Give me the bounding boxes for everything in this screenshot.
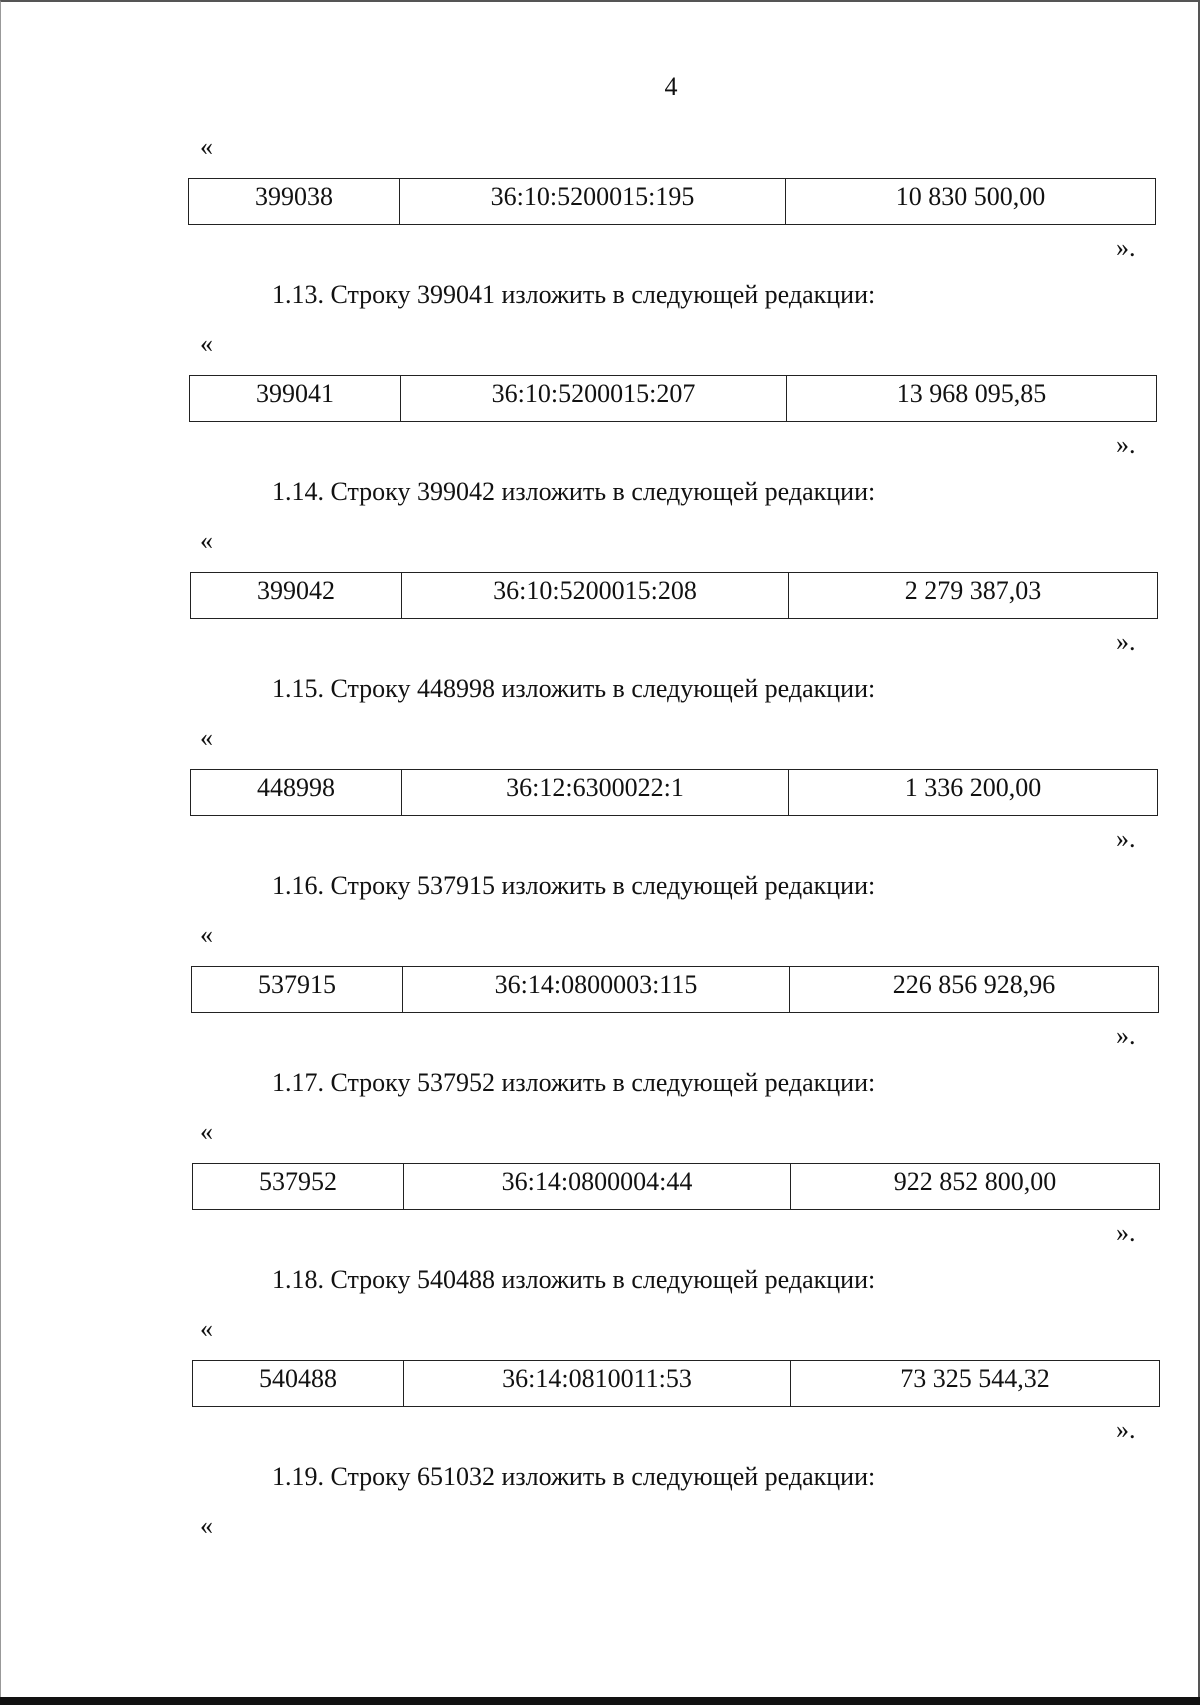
table-row bbox=[191, 573, 1158, 619]
page-bottom-edge bbox=[0, 1697, 1200, 1705]
amendment-table bbox=[189, 375, 1157, 422]
table-row bbox=[192, 967, 1159, 1013]
cell-code: 399041 bbox=[190, 376, 401, 422]
cell-cadastral-number: 36:14:0800004:44 bbox=[404, 1164, 791, 1210]
open-quote: « bbox=[200, 723, 213, 752]
cell-value: 922 852 800,00 bbox=[791, 1164, 1160, 1210]
close-quote: ». bbox=[1116, 233, 1136, 262]
amendment-table bbox=[192, 1360, 1160, 1407]
table-row bbox=[193, 1361, 1160, 1407]
open-quote: « bbox=[200, 526, 213, 555]
cell-value: 73 325 544,32 bbox=[791, 1361, 1160, 1407]
section-heading: 1.18. Строку 540488 изложить в следующей редакции: bbox=[272, 1265, 876, 1294]
cell-value: 226 856 928,96 bbox=[790, 967, 1159, 1013]
section-heading: 1.17. Строку 537952 изложить в следующей редакции: bbox=[272, 1068, 876, 1097]
amendment-table bbox=[190, 572, 1158, 619]
amendment-table bbox=[191, 966, 1159, 1013]
close-quote: ». bbox=[1116, 1021, 1136, 1050]
open-quote: « bbox=[200, 1511, 213, 1540]
cell-value: 1 336 200,00 bbox=[789, 770, 1158, 816]
section-heading: 1.15. Строку 448998 изложить в следующей редакции: bbox=[272, 674, 876, 703]
cell-code: 537915 bbox=[192, 967, 403, 1013]
cell-value: 10 830 500,00 bbox=[786, 179, 1156, 225]
table-row bbox=[191, 770, 1158, 816]
cell-code: 448998 bbox=[191, 770, 402, 816]
cell-code: 540488 bbox=[193, 1361, 404, 1407]
open-quote: « bbox=[200, 920, 213, 949]
section-heading: 1.16. Строку 537915 изложить в следующей редакции: bbox=[272, 871, 876, 900]
close-quote: ». bbox=[1116, 430, 1136, 459]
cell-cadastral-number: 36:12:6300022:1 bbox=[402, 770, 789, 816]
close-quote: ». bbox=[1116, 1415, 1136, 1444]
close-quote: ». bbox=[1116, 824, 1136, 853]
amendment-table bbox=[190, 769, 1158, 816]
cell-cadastral-number: 36:14:0810011:53 bbox=[404, 1361, 791, 1407]
table-row bbox=[193, 1164, 1160, 1210]
cell-code: 399038 bbox=[189, 179, 400, 225]
open-quote: « bbox=[200, 1314, 213, 1343]
table-row bbox=[190, 376, 1157, 422]
open-quote: « bbox=[200, 1117, 213, 1146]
cell-cadastral-number: 36:10:5200015:207 bbox=[401, 376, 787, 422]
amendment-table bbox=[192, 1163, 1160, 1210]
cell-code: 537952 bbox=[193, 1164, 404, 1210]
close-quote: ». bbox=[1116, 627, 1136, 656]
cell-cadastral-number: 36:10:5200015:195 bbox=[400, 179, 786, 225]
cell-code: 399042 bbox=[191, 573, 402, 619]
section-heading: 1.13. Строку 399041 изложить в следующей редакции: bbox=[272, 280, 876, 309]
open-quote: « bbox=[200, 132, 213, 161]
amendment-table bbox=[188, 178, 1156, 225]
page-number: 4 bbox=[664, 72, 678, 101]
cell-cadastral-number: 36:10:5200015:208 bbox=[402, 573, 789, 619]
section-heading: 1.19. Строку 651032 изложить в следующей редакции: bbox=[272, 1462, 876, 1491]
close-quote: ». bbox=[1116, 1218, 1136, 1247]
open-quote: « bbox=[200, 329, 213, 358]
cell-value: 2 279 387,03 bbox=[789, 573, 1158, 619]
section-heading: 1.14. Строку 399042 изложить в следующей редакции: bbox=[272, 477, 876, 506]
cell-value: 13 968 095,85 bbox=[787, 376, 1157, 422]
cell-cadastral-number: 36:14:0800003:115 bbox=[403, 967, 790, 1013]
table-row bbox=[189, 179, 1156, 225]
